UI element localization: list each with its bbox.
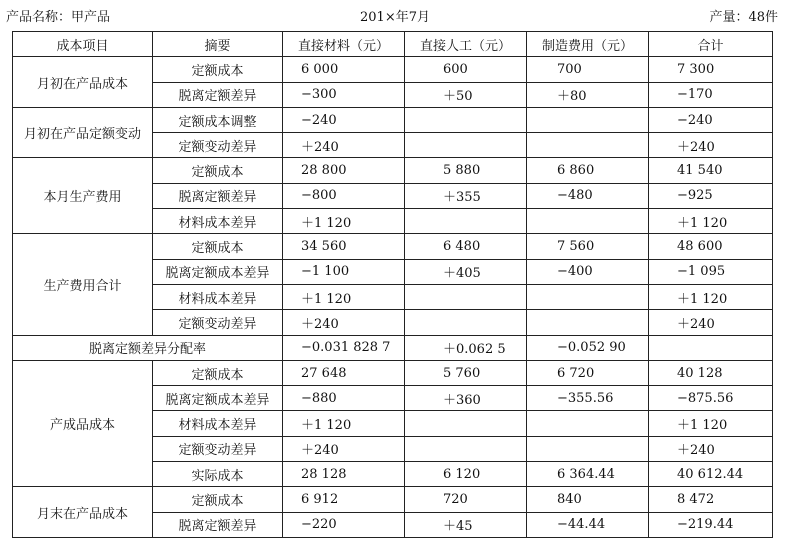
material-cell: −300 (283, 82, 405, 107)
summary-cell: 定额成本调整 (153, 107, 283, 132)
total-cell: 8 472 (649, 487, 773, 512)
summary-cell: 定额成本 (153, 487, 283, 512)
labor-cell (405, 133, 527, 158)
cost-item-cell: 月初在产品定额变动 (13, 107, 153, 158)
total-cell: −1 095 (649, 259, 773, 284)
cost-table (12, 31, 773, 538)
overhead-cell (527, 310, 649, 335)
total-cell: ＋1 120 (649, 209, 773, 234)
total-cell: 48 600 (649, 234, 773, 259)
summary-cell: 定额成本 (153, 360, 283, 385)
material-cell: 34 560 (283, 234, 405, 259)
total-cell: ＋1 120 (649, 284, 773, 309)
material-cell: 28 800 (283, 158, 405, 183)
overhead-cell: 840 (527, 487, 649, 512)
total-cell: −925 (649, 183, 773, 208)
material-cell: ＋240 (283, 310, 405, 335)
material-cell: −240 (283, 107, 405, 132)
rate-material-cell: −0.031 828 7 (283, 335, 405, 360)
total-cell: ＋240 (649, 310, 773, 335)
labor-cell: ＋355 (405, 183, 527, 208)
table-row (13, 107, 773, 132)
material-cell: ＋1 120 (283, 284, 405, 309)
material-cell: ＋1 120 (283, 209, 405, 234)
total-cell: 40 612.44 (649, 462, 773, 487)
cost-item-cell: 生产费用合计 (13, 234, 153, 335)
labor-cell: ＋50 (405, 82, 527, 107)
overhead-cell: 6 720 (527, 360, 649, 385)
total-cell: −219.44 (649, 512, 773, 537)
cost-item-cell: 月末在产品成本 (13, 487, 153, 538)
labor-cell (405, 107, 527, 132)
material-cell: 28 128 (283, 462, 405, 487)
cost-item-cell: 产成品成本 (13, 360, 153, 486)
column-header: 成本项目 (13, 32, 153, 57)
column-header: 摘要 (153, 32, 283, 57)
labor-cell: ＋45 (405, 512, 527, 537)
rate-overhead-cell: −0.052 90 (527, 335, 649, 360)
column-header: 合计 (649, 32, 773, 57)
summary-cell: 脱离定额差异 (153, 183, 283, 208)
overhead-cell: 7 560 (527, 234, 649, 259)
cost-item-cell: 本月生产费用 (13, 158, 153, 234)
material-cell: ＋1 120 (283, 411, 405, 436)
material-cell: ＋240 (283, 133, 405, 158)
product-name: 产品名称：甲产品 (6, 10, 111, 25)
material-cell: −880 (283, 386, 405, 411)
total-cell: −875.56 (649, 386, 773, 411)
overhead-cell: ＋80 (527, 82, 649, 107)
overhead-cell: −355.56 (527, 386, 649, 411)
labor-cell (405, 209, 527, 234)
total-cell: ＋240 (649, 133, 773, 158)
rate-row (13, 335, 773, 360)
cost-item-cell: 月初在产品成本 (13, 57, 153, 108)
column-header: 直接人工（元） (405, 32, 527, 57)
labor-cell: 5 880 (405, 158, 527, 183)
output-quantity: 产量：48件 (709, 10, 778, 25)
labor-cell (405, 411, 527, 436)
summary-cell: 实际成本 (153, 462, 283, 487)
labor-cell: ＋405 (405, 259, 527, 284)
labor-cell: 720 (405, 487, 527, 512)
table-header-row (13, 32, 773, 57)
table-row (13, 158, 773, 183)
total-cell: 7 300 (649, 57, 773, 82)
summary-cell: 材料成本差异 (153, 411, 283, 436)
column-header: 直接材料（元） (283, 32, 405, 57)
summary-cell: 定额变动差异 (153, 133, 283, 158)
overhead-cell (527, 411, 649, 436)
total-cell: −240 (649, 107, 773, 132)
summary-cell: 脱离定额成本差异 (153, 259, 283, 284)
summary-cell: 材料成本差异 (153, 284, 283, 309)
rate-total-cell (649, 335, 773, 360)
rate-labor-cell: ＋0.062 5 (405, 335, 527, 360)
material-cell: −1 100 (283, 259, 405, 284)
labor-cell (405, 310, 527, 335)
table-row (13, 360, 773, 385)
overhead-cell (527, 436, 649, 461)
overhead-cell: −480 (527, 183, 649, 208)
labor-cell (405, 436, 527, 461)
labor-cell (405, 284, 527, 309)
overhead-cell (527, 133, 649, 158)
material-cell: 6 000 (283, 57, 405, 82)
overhead-cell (527, 209, 649, 234)
summary-cell: 定额变动差异 (153, 310, 283, 335)
material-cell: −800 (283, 183, 405, 208)
overhead-cell (527, 107, 649, 132)
overhead-cell (527, 284, 649, 309)
summary-cell: 定额成本 (153, 234, 283, 259)
overhead-cell: 700 (527, 57, 649, 82)
material-cell: −220 (283, 512, 405, 537)
summary-cell: 定额成本 (153, 158, 283, 183)
labor-cell: 6 120 (405, 462, 527, 487)
total-cell: −170 (649, 82, 773, 107)
column-header: 制造费用（元） (527, 32, 649, 57)
total-cell: 40 128 (649, 360, 773, 385)
labor-cell: 6 480 (405, 234, 527, 259)
material-cell: 6 912 (283, 487, 405, 512)
summary-cell: 定额成本 (153, 57, 283, 82)
table-body (13, 57, 773, 538)
labor-cell: ＋360 (405, 386, 527, 411)
summary-cell: 材料成本差异 (153, 209, 283, 234)
overhead-cell: −400 (527, 259, 649, 284)
table-row (13, 57, 773, 82)
table-row (13, 487, 773, 512)
total-cell: 41 540 (649, 158, 773, 183)
period: 201×年7月 (360, 10, 430, 25)
total-cell: ＋1 120 (649, 411, 773, 436)
summary-cell: 脱离定额差异 (153, 82, 283, 107)
material-cell: ＋240 (283, 436, 405, 461)
overhead-cell: −44.44 (527, 512, 649, 537)
material-cell: 27 648 (283, 360, 405, 385)
labor-cell: 5 760 (405, 360, 527, 385)
summary-cell: 定额变动差异 (153, 436, 283, 461)
rate-label: 脱离定额差异分配率 (13, 335, 283, 360)
table-row (13, 234, 773, 259)
overhead-cell: 6 364.44 (527, 462, 649, 487)
page-header (0, 0, 788, 30)
overhead-cell: 6 860 (527, 158, 649, 183)
labor-cell: 600 (405, 57, 527, 82)
total-cell: ＋240 (649, 436, 773, 461)
summary-cell: 脱离定额差异 (153, 512, 283, 537)
summary-cell: 脱离定额成本差异 (153, 386, 283, 411)
